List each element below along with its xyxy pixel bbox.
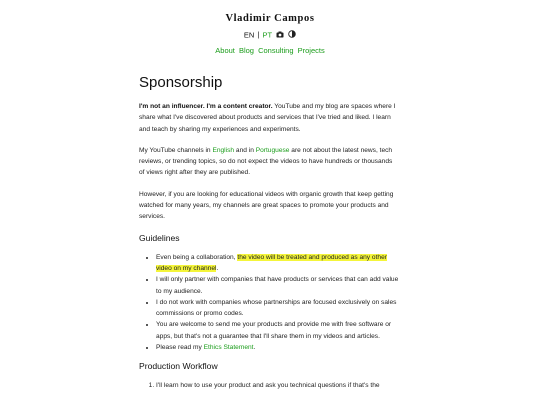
portuguese-channel-link[interactable]: Portuguese — [255, 146, 290, 154]
guidelines-list — [139, 252, 399, 354]
ethics-statement-link[interactable]: Ethics Statement — [203, 344, 254, 352]
list-item: • You are welcome to send me your products and provide me with free software or apps, but that's not a guarantee that I'll share them in my videos and articles. — [156, 319, 399, 342]
channels-post: are not about the latest news, tech reviews, or trending topics, so do not expect the videos to have hundreds or thousands of views right after they are published. — [139, 146, 393, 177]
highlighted-text: the video will be treated and produced as any other video on my channel — [156, 253, 387, 272]
guideline-5-post: . — [253, 344, 256, 352]
however-paragraph: However, if you are looking for educational videos with organic growth that keep getting watched for many years, my channels are great spaces to promote your products and services. — [139, 190, 394, 221]
guideline-1-pre: Even being a collaboration, — [156, 253, 238, 261]
channels-paragraph — [139, 145, 399, 179]
nav-about[interactable]: About — [215, 46, 235, 55]
guideline-5-pre: Please read my — [156, 344, 204, 352]
theme-toggle-icon[interactable] — [288, 30, 296, 41]
workflow-heading: Production Workflow — [139, 361, 218, 372]
site-title[interactable]: Vladimir Campos — [225, 13, 315, 24]
nav-consulting[interactable]: Consulting — [258, 46, 294, 55]
intro-paragraph — [139, 101, 399, 135]
list-item: • I will only partner with companies that have products or services that can add value to my audience. — [156, 274, 399, 297]
intro-text: YouTube and my blog are spaces where I share what I've discovered about products and services that I've tried and liked. I learn and teach by sharing my experiences and experiments. — [139, 103, 396, 133]
language-switcher — [0, 30, 540, 41]
lang-separator: | — [257, 30, 260, 40]
english-channel-link[interactable]: English — [212, 146, 235, 154]
list-item: • I do not work with companies whose partnerships are focused exclusively on sales commissions or promo codes. — [156, 297, 399, 320]
channels-pre: My YouTube channels in — [139, 146, 213, 154]
intro-bold: I'm not an influencer. I'm a content creator. — [139, 103, 273, 110]
workflow-list — [139, 380, 399, 391]
lang-pt-link[interactable]: PT — [262, 30, 272, 40]
nav-projects[interactable]: Projects — [297, 46, 325, 55]
nav-blog[interactable]: Blog — [238, 46, 254, 55]
lang-en-link[interactable]: EN — [243, 30, 255, 40]
list-item — [156, 342, 399, 353]
camera-icon[interactable] — [276, 31, 284, 41]
channels-and: and in — [234, 146, 256, 154]
list-item — [156, 252, 399, 275]
main-nav — [0, 46, 540, 56]
list-item: 1. I'll learn how to use your product and ask you technical questions if that's the — [156, 380, 399, 391]
site-header — [0, 0, 540, 56]
page-title: Sponsorship — [139, 74, 223, 91]
article — [139, 74, 399, 400]
guidelines-heading: Guidelines — [139, 232, 180, 243]
guideline-1-post: . — [216, 264, 219, 272]
